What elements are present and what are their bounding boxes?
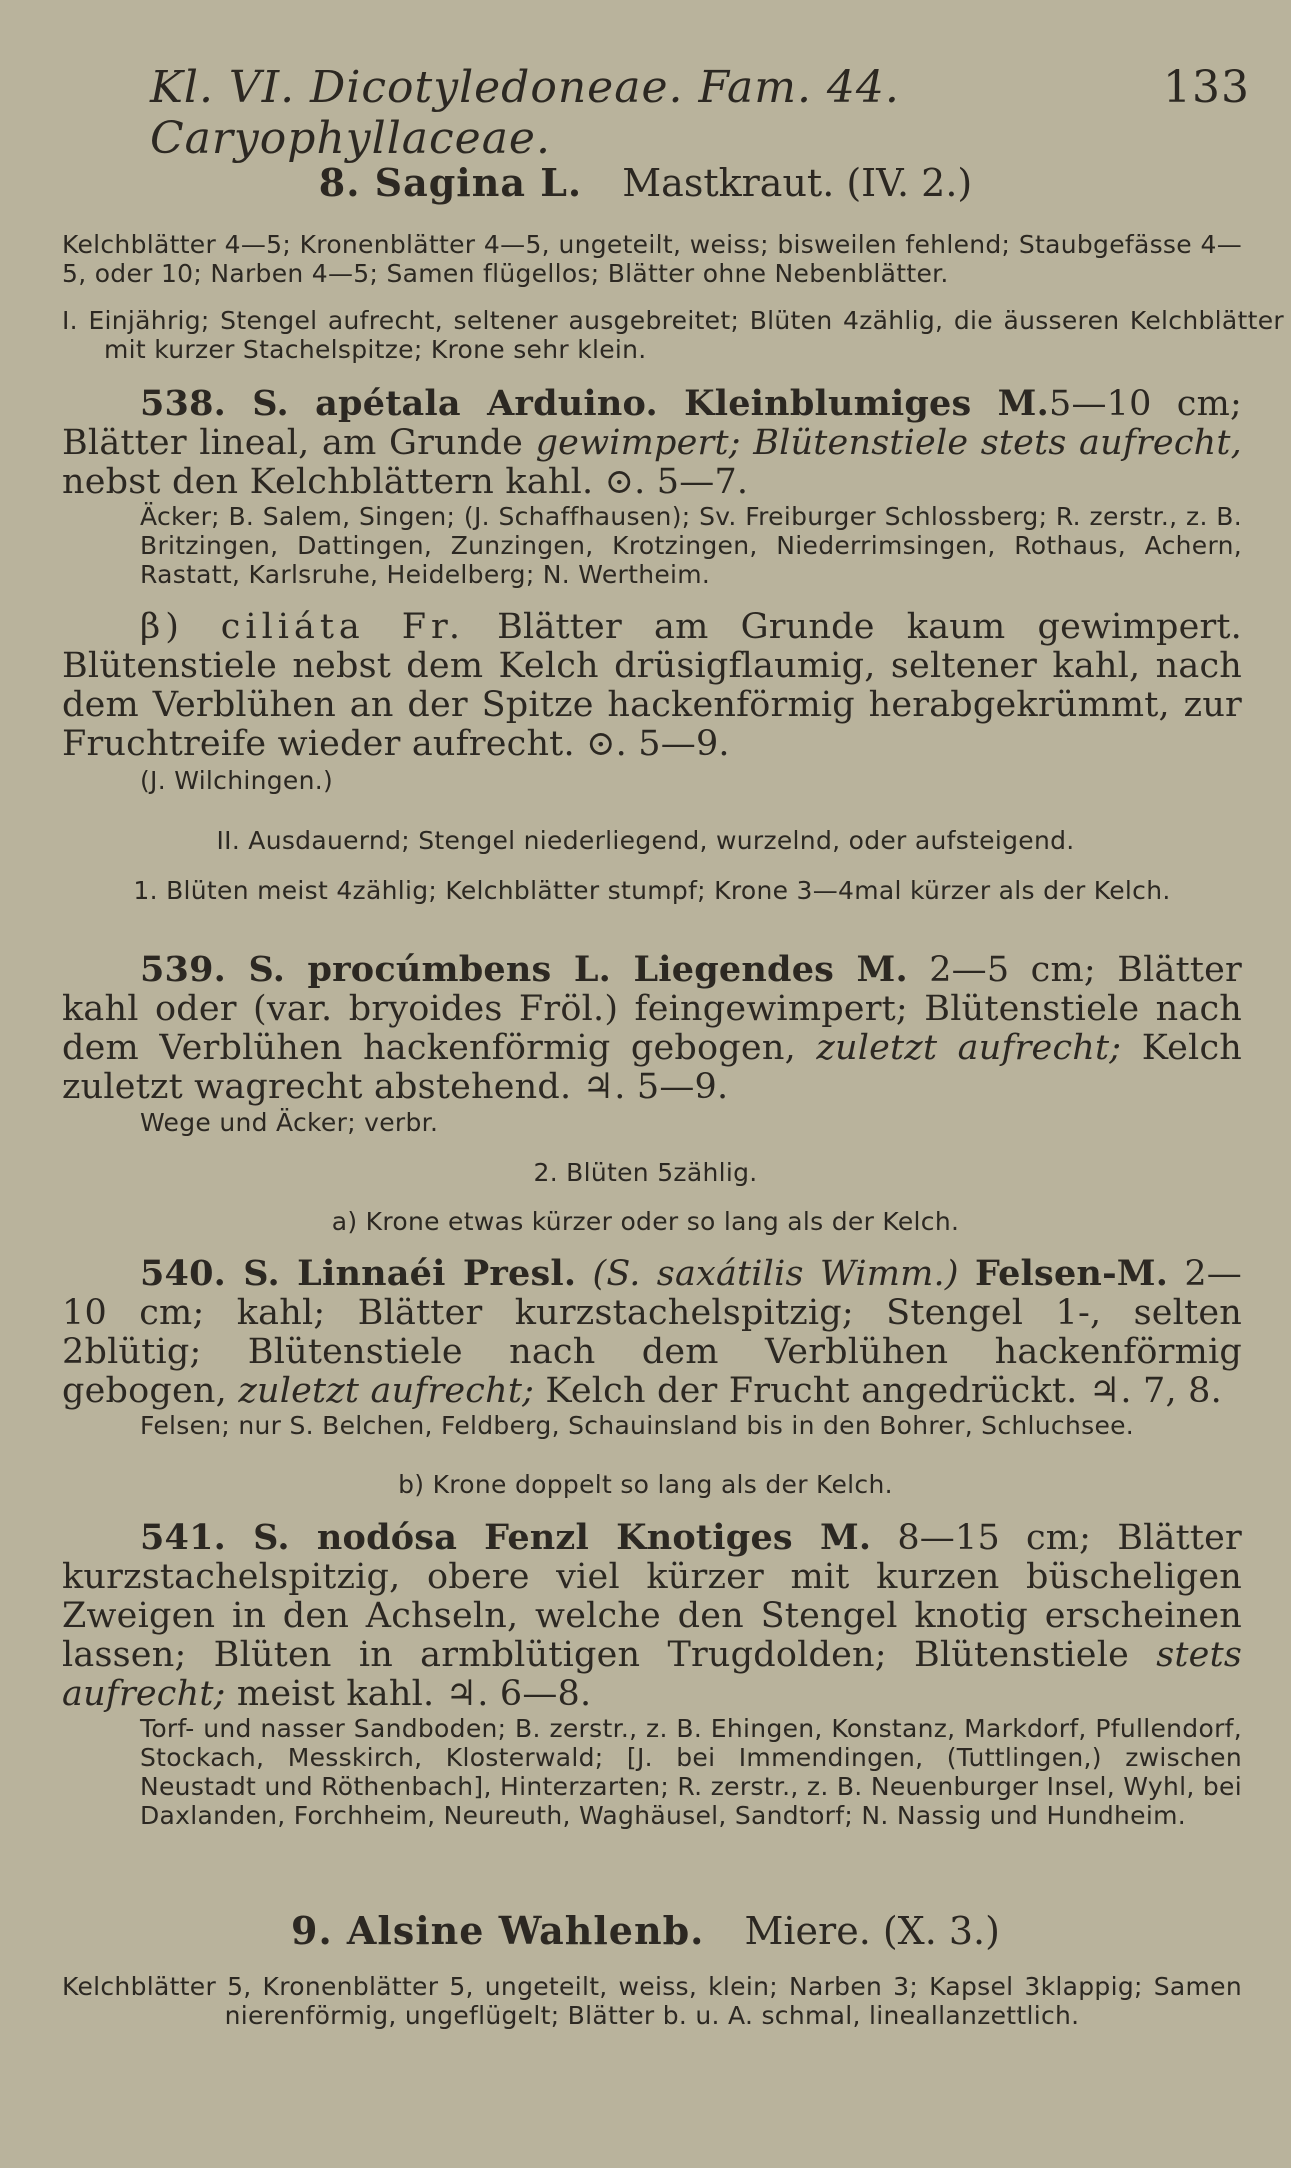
locations-text: Torf- und nasser Sandboden; B. zerstr., z. B. Ehingen, Konstanz, Markdorf, Pfullendorf, Stockach, Messkirch, Klosterwald; [J. bei Immendingen, (Tuttlingen,) zwischen Neustadt und Röthenbach], Hinterzarten; R. zerstr., z. B. Neuenburger Insel, Wyhl, bei Daxlanden, Forchheim, Neureuth, Waghäusel, Sandtorf; N. Nassig und Hundheim.	[140, 1714, 1242, 1830]
section-heading-perennial: II. Ausdauernd; Stengel niederliegend, wurzelnd, oder aufsteigend.	[216, 826, 1075, 855]
species-538-locations	[62, 502, 1242, 589]
header-title: Kl. VI. Dicotyledoneae. Fam. 44. Caryophyllaceae.	[150, 62, 900, 164]
species-540-locations: Felsen; nur S. Belchen, Feldberg, Schauinsland bis in den Bohrer, Schluchsee.	[140, 1411, 1135, 1440]
section-heading-annual: I. Einjährig; Stengel aufrecht, seltener ausgebreitet; Blüten 4zählig, die äusseren Kelchblätter mit kurzer Stachelspitze; Krone sehr klein.	[62, 306, 1284, 364]
genus-description: Kelchblätter 4—5; Kronenblätter 4—5, ungeteilt, weiss; bisweilen fehlend; Staubgefässe 4—5, oder 10; Narben 4—5; Samen flügellos; Blätter ohne Nebenblätter.	[62, 230, 1242, 288]
variety-name: β) ciliáta Fr.	[140, 607, 466, 647]
genus-common: Miere. (X. 3.)	[744, 1909, 1000, 1953]
species-heading: 540. S. Linnaéi Presl.	[140, 1253, 577, 1294]
species-text: 2—5 cm; Blätter kahl oder (var. bryoides Fröl.) feingewimpert; Blütenstiele nach dem Verblühen hackenförmig gebogen,	[62, 950, 1242, 1068]
subsection-b: b) Krone doppelt so lang als der Kelch.	[398, 1470, 893, 1499]
genus-heading-sagina	[0, 160, 1291, 205]
species-text: 2—10 cm; kahl; Blätter kurzstachelspitzig; Stengel 1-, selten 2blütig; Blütenstiele nach dem Verblühen hackenförmig gebogen,	[62, 1254, 1243, 1411]
genus-name: 8. Sagina L.	[318, 160, 583, 205]
species-539-locations: Wege und Äcker; verbr.	[140, 1108, 439, 1137]
species-text: 8—15 cm; Blätter kurzstachelspitzig, obere viel kürzer mit kurzen büscheligen Zweigen in den Achseln, welche den Stengel knotig erscheinen lassen; Blüten in armblütigen Trugdolden; Blütenstiele	[62, 1518, 1242, 1675]
species-text-end: Kelch der Frucht angedrückt. ♃. 7, 8.	[534, 1371, 1222, 1411]
species-text: 5—10 cm; Blätter lineal, am Grunde	[62, 384, 1242, 463]
species-heading: 538. S. apétala Arduino. Kleinblumiges M.	[140, 383, 1049, 424]
species-italic: stets aufrecht;	[62, 1635, 1242, 1714]
locations-text: Äcker; B. Salem, Singen; (J. Schaffhausen); Sv. Freiburger Schlossberg; R. zerstr., z. B. Britzingen, Dattingen, Zunzingen, Krotzingen, Niederrimsingen, Rothaus, Achern, Rastatt, Karlsruhe, Heidelberg; N. Wertheim.	[140, 502, 1242, 589]
species-heading: 539. S. procúmbens L. Liegendes M.	[140, 949, 908, 990]
species-synonym: (S. saxátilis Wimm.)	[592, 1254, 959, 1294]
species-540	[62, 1254, 1242, 1411]
species-541	[62, 1518, 1242, 1714]
subsection-1: 1. Blüten meist 4zählig; Kelchblätter stumpf; Krone 3—4mal kürzer als der Kelch.	[133, 876, 1171, 905]
genus-description: Kelchblätter 5, Kronenblätter 5, ungeteilt, weiss, klein; Narben 3; Kapsel 3klappig; Samen nierenförmig, ungeflügelt; Blätter b. u. A. schmal, lineallanzettlich.	[62, 1972, 1242, 2030]
species-text-end: meist kahl. ♃. 6—8.	[225, 1674, 592, 1714]
species-italic: zuletzt aufrecht;	[238, 1371, 535, 1411]
species-italic: gewimpert; Blütenstiele stets aufrecht,	[535, 423, 1242, 463]
species-heading: 541. S. nodósa Fenzl Knotiges M.	[140, 1517, 872, 1558]
species-541-locations	[62, 1714, 1242, 1830]
species-text-end: Kelch zuletzt wagrecht abstehend. ♃. 5—9.	[62, 1028, 1242, 1107]
species-italic: zuletzt aufrecht;	[816, 1028, 1122, 1068]
genus-heading-alsine	[0, 1908, 1291, 1953]
page-number: 133	[1163, 62, 1250, 113]
genus-common: Mastkraut. (IV. 2.)	[622, 161, 973, 205]
variety-ciliata	[62, 608, 1242, 764]
subsection-a: a) Krone etwas kürzer oder so lang als der Kelch.	[331, 1207, 960, 1236]
subsection-2: 2. Blüten 5zählig.	[533, 1158, 758, 1187]
genus-name: 9. Alsine Wahlenb.	[291, 1908, 705, 1953]
running-header	[150, 62, 1250, 164]
species-539	[62, 950, 1242, 1107]
species-common: Felsen-M.	[974, 1253, 1169, 1294]
variety-location: (J. Wilchingen.)	[140, 766, 334, 795]
variety-text: Blätter am Grunde kaum gewimpert. Blütenstiele nebst dem Kelch drüsigflaumig, seltener kahl, nach dem Verblühen an der Spitze hackenförmig herabgekrümmt, zur Fruchtreife wieder aufrecht. ⊙. 5—9.	[62, 607, 1243, 764]
species-text-end: nebst den Kelchblättern kahl. ⊙. 5—7.	[62, 462, 749, 502]
species-538	[62, 384, 1242, 502]
